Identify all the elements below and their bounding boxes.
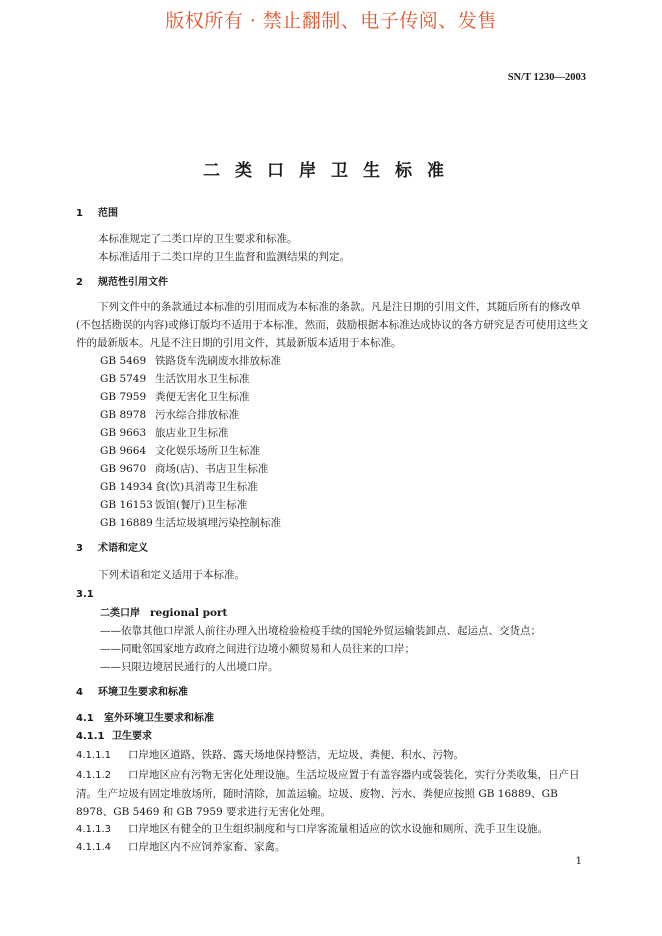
clause-number: 4.1.1.3 <box>76 824 111 835</box>
term-chinese: 二类口岸 <box>100 608 140 619</box>
reference-item <box>100 514 281 532</box>
section-2-heading <box>76 274 589 292</box>
reference-code: GB 16889 <box>100 517 153 529</box>
reference-name: 文化娱乐场所卫生标准 <box>155 445 260 457</box>
watermark-banner: 版权所有 · 禁止翻制、电子传阅、发售 <box>165 10 497 32</box>
section-3-paragraph: 下列术语和定义适用于本标准。 <box>98 569 245 581</box>
reference-item <box>100 352 281 370</box>
clause-number: 4.1.1.1 <box>76 750 111 761</box>
reference-item <box>100 460 268 478</box>
term-entry <box>100 604 613 623</box>
section-title: 环境卫生要求和标准 <box>98 687 188 698</box>
reference-name: 商场(店)、书店卫生标准 <box>155 463 269 475</box>
reference-code: GB 16153 <box>100 499 153 511</box>
subsection-number: 4.1 <box>76 713 94 724</box>
section-title: 术语和定义 <box>98 543 148 554</box>
subsection-number: 4.1.1 <box>76 731 105 742</box>
standard-code: SN/T 1230—2003 <box>507 72 586 83</box>
section-4-heading <box>76 684 589 702</box>
reference-code: GB 7959 <box>100 391 147 403</box>
reference-code: GB 9663 <box>100 427 147 439</box>
section-3-heading <box>76 540 589 558</box>
reference-item <box>100 406 239 424</box>
clause-item <box>76 746 589 765</box>
subsection-4-1-heading <box>76 710 589 728</box>
clause-text: 口岸地区有健全的卫生组织制度和与口岸客流量相适应的饮水设施和厕所、洗手卫生设施。 <box>128 823 548 835</box>
subsection-3-1-number: 3.1 <box>76 589 94 600</box>
reference-item <box>100 442 260 460</box>
subsection-title: 卫生要求 <box>112 731 152 742</box>
reference-item <box>100 370 250 388</box>
reference-name: 饭馆(餐厅)卫生标准 <box>155 499 248 511</box>
reference-name: 生活饮用水卫生标准 <box>155 373 250 385</box>
clause-number: 4.1.1.4 <box>76 842 111 853</box>
clause-number: 4.1.1.2 <box>76 770 111 781</box>
section-1-paragraph-2: 本标准适用于二类口岸的卫生监督和监测结果的判定。 <box>98 251 350 263</box>
reference-code: GB 8978 <box>100 409 147 421</box>
section-1-heading <box>76 205 589 223</box>
section-1-paragraph-1: 本标准规定了二类口岸的卫生要求和标准。 <box>98 233 298 245</box>
clause-item <box>76 766 589 821</box>
subsection-title: 室外环境卫生要求和标准 <box>104 713 214 724</box>
subsection-4-1-1-heading <box>76 728 589 746</box>
reference-item <box>100 388 250 406</box>
section-title: 规范性引用文件 <box>98 277 168 288</box>
reference-name: 铁路货车洗刷废水排放标准 <box>155 355 281 367</box>
reference-code: GB 9664 <box>100 445 147 457</box>
page-number: 1 <box>575 856 582 867</box>
reference-item <box>100 496 247 514</box>
reference-name: 粪便无害化卫生标准 <box>155 391 250 403</box>
reference-name: 旅店业卫生标准 <box>155 427 229 439</box>
clause-item <box>76 820 589 839</box>
reference-name: 污水综合排放标准 <box>155 409 239 421</box>
clause-item <box>76 838 589 857</box>
section-number: 1 <box>76 208 83 219</box>
definition-line: ——只限边境居民通行的人出境口岸。 <box>100 661 279 673</box>
reference-name: 食(饮)具消毒卫生标准 <box>155 481 258 493</box>
section-title: 范围 <box>98 208 118 219</box>
reference-code: GB 5469 <box>100 355 147 367</box>
reference-code: GB 14934 <box>100 481 153 493</box>
clause-text: 口岸地区内不应饲养家畜、家禽。 <box>128 841 286 853</box>
definition-line: ——同毗邻国家地方政府之间进行边境小额贸易和人员往来的口岸； <box>100 643 415 655</box>
reference-item <box>100 424 229 442</box>
reference-code: GB 5749 <box>100 373 147 385</box>
definition-line: ——依靠其他口岸派人前往办理入出境检验检疫手续的国轮外贸运输装卸点、起运点、交货点； <box>100 625 541 637</box>
clause-text: 口岸地区道路、铁路、露天场地保持整洁，无垃圾、粪便、积水、污物。 <box>128 749 464 761</box>
reference-code: GB 9670 <box>100 463 147 475</box>
reference-item <box>100 478 258 496</box>
section-number: 3 <box>76 543 83 554</box>
clause-text: 口岸地区应有污物无害化处理设施。生活垃圾应置于有盖容器内或袋装化，实行分类收集，日产日清。生产垃圾有固定堆放场所，随时清除，加盖运输。垃圾、废物、污水、粪便应按照 GB 16889、GB 8978、GB 5469 和 GB 7959 要求进行无害化处理。 <box>76 769 580 818</box>
document-title: 二类口岸卫生标准 <box>203 161 459 181</box>
section-2-paragraph: 下列文件中的条款通过本标准的引用而成为本标准的条款。凡是注日期的引用文件，其随后所有的修改单(不包括勘误的内容)或修订版均不适用于本标准，然而，鼓励根据本标准达成协议的各方研究是否可使用这些文件的最新版本。凡是不注日期的引用文件，其最新版本适用于本标准。 <box>76 301 589 349</box>
reference-name: 生活垃圾填埋污染控制标准 <box>155 517 281 529</box>
section-number: 4 <box>76 687 83 698</box>
term-english: regional port <box>150 607 228 619</box>
section-number: 2 <box>76 277 83 288</box>
